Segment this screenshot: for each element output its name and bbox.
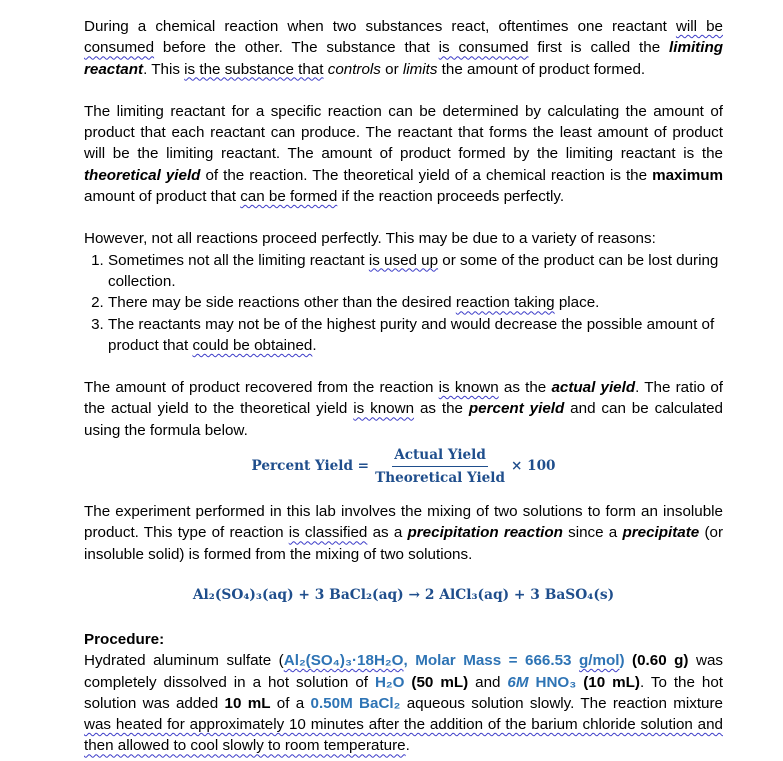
- grammar-flag[interactable]: is known: [353, 400, 415, 418]
- chemical-equation: [84, 585, 723, 606]
- term-theoretical-yield: theoretical yield: [84, 166, 201, 184]
- text: aqueous solution slowly. The reaction mixture: [400, 694, 723, 712]
- list-item: [108, 250, 723, 293]
- text: if the reaction proceeds perfectly.: [337, 188, 565, 206]
- text: before the other. The substance that: [154, 39, 439, 57]
- grammar-flag[interactable]: is consumed: [438, 39, 529, 57]
- paragraph-limiting-reactant: [84, 16, 723, 80]
- paragraph-theoretical-yield: [84, 101, 723, 207]
- paragraph-procedure: [84, 650, 723, 756]
- text: was completely dissolved in a hot solution of: [84, 652, 723, 691]
- text: since a: [562, 524, 623, 542]
- reagent-formula[interactable]: Al₂(SO₄)₃·18H₂O: [283, 652, 404, 670]
- text: amount of product that: [84, 188, 241, 206]
- reagent-water: H₂O: [374, 673, 405, 691]
- reagent-mass: (0.60 g): [624, 652, 689, 670]
- paragraph-percent-yield: [84, 377, 723, 441]
- molar-mass: , Molar Mass = 666.53: [403, 652, 579, 670]
- term-percent-yield: percent yield: [468, 400, 565, 418]
- list-item: [108, 292, 723, 313]
- text: During a chemical reaction when two substances react, oftentimes one reactant: [84, 18, 676, 35]
- text: of a: [270, 694, 311, 712]
- text: Hydrated aluminum sulfate (: [84, 652, 284, 670]
- term-precipitate: precipitate: [622, 524, 700, 542]
- paragraph-precipitation: [84, 501, 723, 565]
- paragraph-reasons-intro: However, not all reactions proceed perfectly. This may be due to a variety of reasons:: [84, 230, 656, 248]
- grammar-flag[interactable]: reaction taking: [455, 294, 555, 312]
- text: or: [380, 60, 403, 78]
- acid-volume: (10 mL): [576, 673, 640, 691]
- bacl-volume: 10 mL: [224, 694, 271, 712]
- text: The experiment performed in this lab involves the mixing of two solutions to form an insoluble product. This type of reaction: [84, 503, 723, 542]
- text: There may be side reactions other than the desired: [108, 294, 456, 312]
- term-actual-yield: actual yield: [551, 379, 636, 397]
- procedure-heading: [84, 629, 723, 650]
- grammar-flag[interactable]: will be consumed: [84, 18, 723, 57]
- equation-products: 2 AlCl₃(aq) + 3 BaSO₄(s): [424, 586, 615, 603]
- grammar-flag[interactable]: is the substance that: [184, 60, 324, 78]
- emphasis-limits: limits: [402, 60, 438, 78]
- formula-lhs: Percent Yield =: [251, 458, 370, 475]
- formula-rhs: × 100: [510, 458, 556, 475]
- bacl-concentration: 0.50M: [310, 694, 353, 712]
- grammar-flag[interactable]: was heated for approximately 10 minutes after the addition of the barium chloride solution and then allowed to cool slowly to room temperature: [84, 716, 723, 755]
- reagent-acid: HNO₃: [528, 673, 577, 691]
- emphasis-controls: controls: [327, 60, 381, 78]
- text: .: [312, 336, 317, 354]
- text: and can be calculated using the formula below.: [84, 400, 723, 439]
- text: of the reaction. The theoretical yield of a chemical reaction is the: [200, 166, 653, 184]
- percent-yield-formula: [84, 443, 723, 489]
- text: or some of the product can be lost during collection.: [108, 251, 719, 290]
- text: . This: [143, 60, 185, 78]
- formula-denominator: Theoretical Yield: [375, 469, 505, 486]
- text: (or insoluble solid) is formed from the mixing of two solutions.: [84, 524, 724, 563]
- grammar-flag[interactable]: is known: [438, 379, 499, 397]
- text: as the: [414, 400, 469, 418]
- text: and: [468, 673, 508, 691]
- grammar-flag[interactable]: is used up: [368, 251, 439, 269]
- list-item: [108, 314, 723, 357]
- text: The limiting reactant for a specific reaction can be determined by calculating the amount of product that each reactant can produce. The reactant that forms the least amount of product will be the limiting reactant. The amount of product formed by the limiting reactant is the: [84, 102, 723, 163]
- text: Sometimes not all the limiting reactant: [108, 251, 369, 269]
- formula-fraction: [373, 447, 507, 486]
- grammar-flag[interactable]: is classified: [288, 524, 368, 542]
- term-maximum: maximum: [652, 166, 723, 184]
- text: . The ratio of the actual yield to the theoretical yield: [84, 379, 723, 418]
- text: as the: [498, 379, 552, 397]
- text: .: [405, 737, 410, 755]
- term-precipitation-reaction: precipitation reaction: [407, 524, 563, 542]
- heading-text: Procedure:: [84, 630, 165, 648]
- water-volume: (50 mL): [404, 673, 469, 691]
- reasons-list: [84, 250, 723, 356]
- grammar-flag[interactable]: g/mol: [579, 652, 620, 670]
- text: the amount of product formed.: [437, 60, 646, 78]
- grammar-flag[interactable]: could be obtained: [192, 336, 313, 354]
- grammar-flag[interactable]: can be formed: [240, 188, 338, 206]
- formula-numerator: Actual Yield: [392, 447, 488, 467]
- arrow-icon: →: [408, 586, 421, 603]
- text: first is called the: [528, 39, 669, 57]
- term-limiting-reactant: limiting reactant: [84, 39, 723, 78]
- text: place.: [554, 294, 600, 312]
- text: The reactants may not be of the highest purity and would decrease the possible amount of product that: [108, 315, 715, 354]
- acid-concentration: 6M: [507, 673, 529, 691]
- equation-reactants: Al₂(SO₄)₃(aq) + 3 BaCl₂(aq): [192, 586, 404, 603]
- text: The amount of product recovered from the reaction: [84, 379, 439, 397]
- text: . To the hot solution was added: [84, 673, 724, 712]
- text: as a: [367, 524, 408, 542]
- reagent-bacl: BaCl₂: [352, 694, 401, 712]
- text: ): [619, 652, 625, 670]
